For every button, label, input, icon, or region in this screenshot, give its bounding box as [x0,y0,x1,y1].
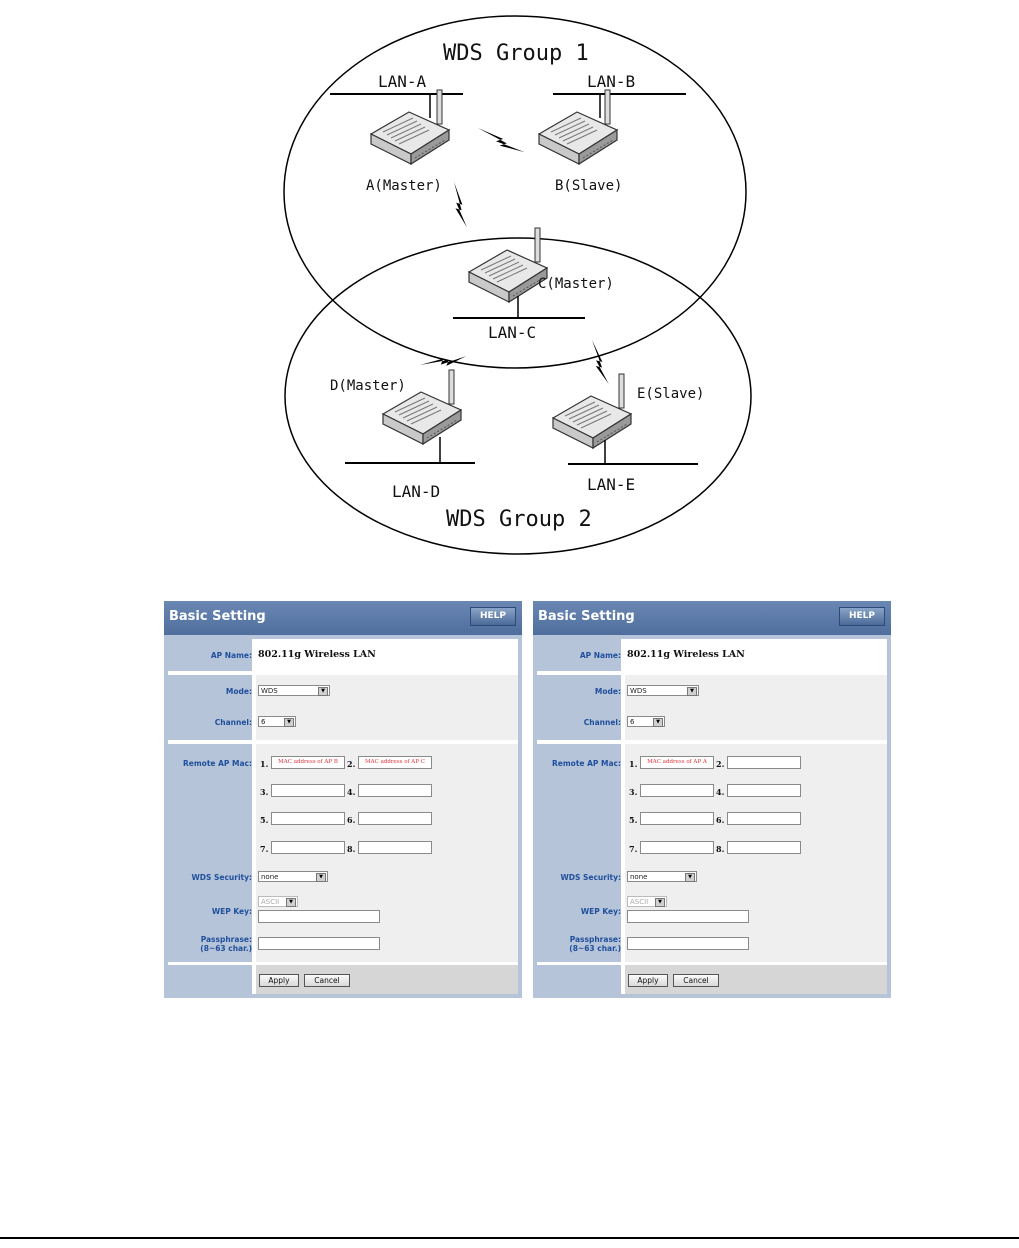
remote-mac-input-8[interactable] [727,841,801,854]
router-b-icon [539,90,617,164]
chevron-down-icon: ▼ [685,873,695,882]
channel-select[interactable]: 6 ▼ [258,716,296,727]
basic-setting-panel-ap-b [533,601,891,998]
lan-e-label: LAN-E [587,475,636,494]
remote-mac-index-2: 2. [347,759,356,769]
remote-mac-index-2: 2. [716,759,725,769]
wep-key-label: WEP Key: [211,907,252,916]
remote-mac-input-3[interactable] [640,784,714,797]
wep-key-input[interactable] [627,910,749,923]
remote-mac-input-7[interactable] [640,841,714,854]
basic-setting-panel-ap-a [164,601,522,998]
chevron-down-icon: ▼ [318,687,328,696]
mode-select[interactable]: WDS ▼ [258,685,330,696]
page-bottom-rule [0,1237,1019,1239]
panel-header [533,601,891,635]
panel-body [537,639,887,994]
lan-a-label: LAN-A [378,72,427,91]
mode-label: Mode: [225,687,252,696]
ap-c-label: C(Master) [538,276,614,292]
ap-name-value: 802.11g Wireless LAN [258,649,376,660]
wireless-link-c-e-icon [577,340,624,384]
remote-mac-input-8[interactable] [358,841,432,854]
wep-key-format-select[interactable]: ASCII ▼ [258,896,298,907]
remote-mac-index-6: 6. [347,815,356,825]
chevron-down-icon: ▼ [687,687,697,696]
remote-mac-input-2[interactable] [727,756,801,769]
wds-security-select[interactable]: none ▼ [627,871,697,882]
remote-mac-index-4: 4. [716,787,725,797]
cancel-button[interactable]: Cancel [304,974,350,987]
remote-mac-index-7: 7. [260,844,269,854]
remote-mac-index-6: 6. [716,815,725,825]
ap-name-label: AP Name: [210,651,252,660]
wds-security-label: WDS Security: [191,873,252,882]
chevron-down-icon: ▼ [286,898,296,907]
remote-mac-index-5: 5. [629,815,638,825]
wep-key-input[interactable] [258,910,380,923]
lan-b-label: LAN-B [587,72,636,91]
channel-label: Channel: [583,718,621,727]
router-e-icon [553,374,631,448]
help-button[interactable]: HELP [470,607,516,626]
wireless-link-a-b-icon [478,128,525,152]
remote-ap-mac-label: Remote AP Mac: [183,759,252,768]
remote-mac-index-4: 4. [347,787,356,797]
remote-mac-index-7: 7. [629,844,638,854]
ap-name-value: 802.11g Wireless LAN [627,649,745,660]
wep-key-label: WEP Key: [580,907,621,916]
remote-mac-input-1[interactable]: MAC address of AP B [271,756,345,769]
chevron-down-icon: ▼ [655,898,665,907]
help-button[interactable]: HELP [839,607,885,626]
mode-label: Mode: [594,687,621,696]
panel-header [164,601,522,635]
passphrase-input[interactable] [258,937,380,950]
apply-button[interactable]: Apply [259,974,299,987]
router-c-icon [469,228,547,302]
wds-topology-diagram [0,0,1019,600]
remote-mac-index-5: 5. [260,815,269,825]
panel-body [168,639,518,994]
passphrase-label: Passphrase: (8~63 char.) [200,935,252,953]
wds-security-label: WDS Security: [560,873,621,882]
remote-mac-input-3[interactable] [271,784,345,797]
remote-ap-mac-label: Remote AP Mac: [552,759,621,768]
channel-select[interactable]: 6 ▼ [627,716,665,727]
ap-a-label: A(Master) [366,178,442,194]
remote-mac-index-1: 1. [260,759,269,769]
lan-d-label: LAN-D [392,482,441,501]
wds-group-1-label: WDS Group 1 [443,41,589,66]
chevron-down-icon: ▼ [653,718,663,727]
remote-mac-input-7[interactable] [271,841,345,854]
ap-name-label: AP Name: [579,651,621,660]
remote-mac-input-4[interactable] [727,784,801,797]
remote-mac-input-5[interactable] [271,812,345,825]
passphrase-label: Passphrase: (8~63 char.) [569,935,621,953]
panel-title: Basic Setting [169,609,266,624]
chevron-down-icon: ▼ [284,718,294,727]
remote-mac-index-8: 8. [347,844,356,854]
remote-mac-input-1[interactable]: MAC address of AP A [640,756,714,769]
apply-button[interactable]: Apply [628,974,668,987]
remote-mac-input-6[interactable] [358,812,432,825]
ap-d-label: D(Master) [330,378,406,394]
remote-mac-input-5[interactable] [640,812,714,825]
passphrase-input[interactable] [627,937,749,950]
panel-title: Basic Setting [538,609,635,624]
lan-c-label: LAN-C [488,323,537,342]
wireless-link-c-d-icon [420,337,466,383]
remote-mac-input-6[interactable] [727,812,801,825]
router-a-icon [371,90,449,164]
mode-select[interactable]: WDS ▼ [627,685,699,696]
remote-mac-index-3: 3. [629,787,638,797]
channel-label: Channel: [214,718,252,727]
wds-group-2-label: WDS Group 2 [446,507,592,532]
wireless-link-a-c-icon [437,182,484,227]
wds-security-select[interactable]: none ▼ [258,871,328,882]
wep-key-format-select[interactable]: ASCII ▼ [627,896,667,907]
chevron-down-icon: ▼ [316,873,326,882]
cancel-button[interactable]: Cancel [673,974,719,987]
remote-mac-input-4[interactable] [358,784,432,797]
ap-e-label: E(Slave) [637,386,705,402]
remote-mac-index-8: 8. [716,844,725,854]
wds-group-1-ellipse [284,16,746,368]
remote-mac-input-2[interactable]: MAC address of AP C [358,756,432,769]
remote-mac-index-3: 3. [260,787,269,797]
ap-b-label: B(Slave) [555,178,623,194]
remote-mac-index-1: 1. [629,759,638,769]
